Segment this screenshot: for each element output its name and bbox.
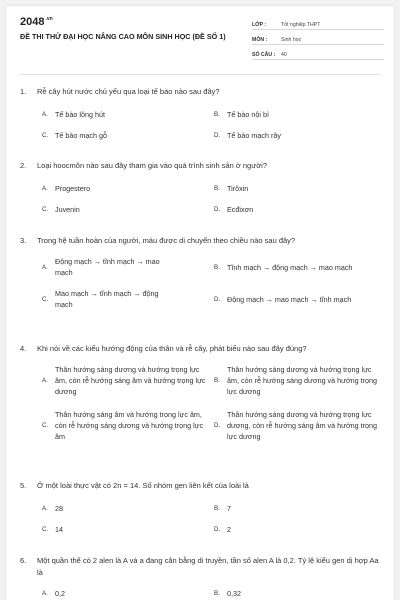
question-2: [20, 160, 380, 215]
options: [42, 588, 380, 599]
option-d[interactable]: D. Động mạch → mao mạch → tĩnh mạch: [214, 294, 352, 304]
question-text: Loại hoocmôn nào sau đây tham gia vào quá trình sinh sản ở người?: [37, 161, 268, 170]
options: [42, 364, 380, 442]
option-a[interactable]: A. Thân hướng sáng dương và hướng trọng lực âm, còn rễ hướng sáng âm và hướng trọng lực dương: [42, 365, 206, 396]
meta-subject: MÔN : Sinh học: [252, 33, 384, 45]
question-6: [20, 555, 380, 599]
option-a[interactable]: A. Động mạch → tĩnh mạch → mao mạch: [42, 257, 160, 277]
question-number: 5.: [20, 481, 27, 490]
option-a[interactable]: A. 28: [42, 504, 63, 513]
option-b[interactable]: B. Thân hướng sáng dương và hướng trọng lực âm, còn rễ hướng sáng dương và hướng trọng lực dương: [214, 365, 378, 396]
question-number: 6.: [20, 556, 27, 565]
exam-meta: [252, 18, 384, 63]
question-4: [20, 343, 380, 442]
question-number: 4.: [20, 344, 27, 353]
question-number: 2.: [20, 161, 27, 170]
options: [42, 109, 380, 141]
option-c[interactable]: C. 14: [42, 525, 63, 534]
question-text: Trong hệ tuần hoàn của người, máu được di chuyển theo chiều nào sau đây?: [37, 236, 296, 245]
option-b[interactable]: B. Tĩnh mạch → động mạch → mao mạch: [214, 262, 353, 272]
option-a[interactable]: A. 0,2: [42, 589, 65, 598]
meta-class: LỚP : Tốt nghiệp THPT: [252, 18, 384, 30]
question-5: [20, 480, 380, 535]
question-number: 1.: [20, 87, 27, 96]
options: [42, 183, 380, 215]
option-b[interactable]: B. Tế bào nội bì: [214, 110, 269, 119]
question-text: Khi nói về các kiểu hướng động của thân và rễ cây, phát biểu nào sau đây đúng?: [37, 344, 307, 353]
option-d[interactable]: D. 2: [214, 525, 231, 534]
site-logo[interactable]: $2048^{.vn}$: [20, 16, 53, 28]
question-text: Một quần thể có 2 alen là A và a đang cân bằng di truyền, tần số alen A là 0,2. Tỷ lệ kiểu gen dị hợp Aa là: [37, 556, 379, 577]
option-c[interactable]: C. Juvenin: [42, 205, 80, 214]
options: [42, 503, 380, 535]
question-text: Rễ cây hút nước chủ yếu qua loại tế bào nào sau đây?: [37, 87, 220, 96]
exam-header: [6, 6, 394, 70]
option-a[interactable]: A. Progestero: [42, 184, 91, 193]
exam-title: ĐỀ THI THỬ ĐẠI HỌC NÂNG CAO MÔN SINH HỌC (ĐỀ SỐ 1): [20, 32, 226, 41]
option-b[interactable]: B. 0,32: [214, 589, 241, 598]
question-text: Ở một loài thực vật có 2n = 14. Số nhóm gen liên kết của loài là: [37, 481, 249, 490]
header-divider: [20, 74, 380, 75]
meta-question-count: SỐ CÂU : 40: [252, 48, 384, 60]
option-d[interactable]: D. Ecđixơn: [214, 205, 254, 214]
option-d[interactable]: D. Tế bào mạch rây: [214, 131, 281, 140]
option-a[interactable]: A. Tế bào lông hút: [42, 110, 105, 119]
option-d[interactable]: D. Thân hướng sáng dương và hướng trọng lực dương, còn rễ hướng sáng âm và hướng trọng lực dương: [214, 410, 378, 441]
option-c[interactable]: C. Thân hướng sáng âm và hướng trọng lực âm, còn rễ hướng sáng dương và hướng trọng lực âm: [42, 410, 204, 441]
options: [42, 256, 380, 310]
option-c[interactable]: C. Mao mạch → tĩnh mạch → động mạch: [42, 289, 159, 309]
option-b[interactable]: B. 7: [214, 504, 231, 513]
question-3: [20, 235, 380, 310]
option-b[interactable]: B. Tirôxin: [214, 184, 249, 193]
exam-page: [6, 6, 394, 600]
question-number: 3.: [20, 236, 27, 245]
option-c[interactable]: C. Tế bào mạch gỗ: [42, 131, 107, 140]
question-1: [20, 86, 380, 141]
